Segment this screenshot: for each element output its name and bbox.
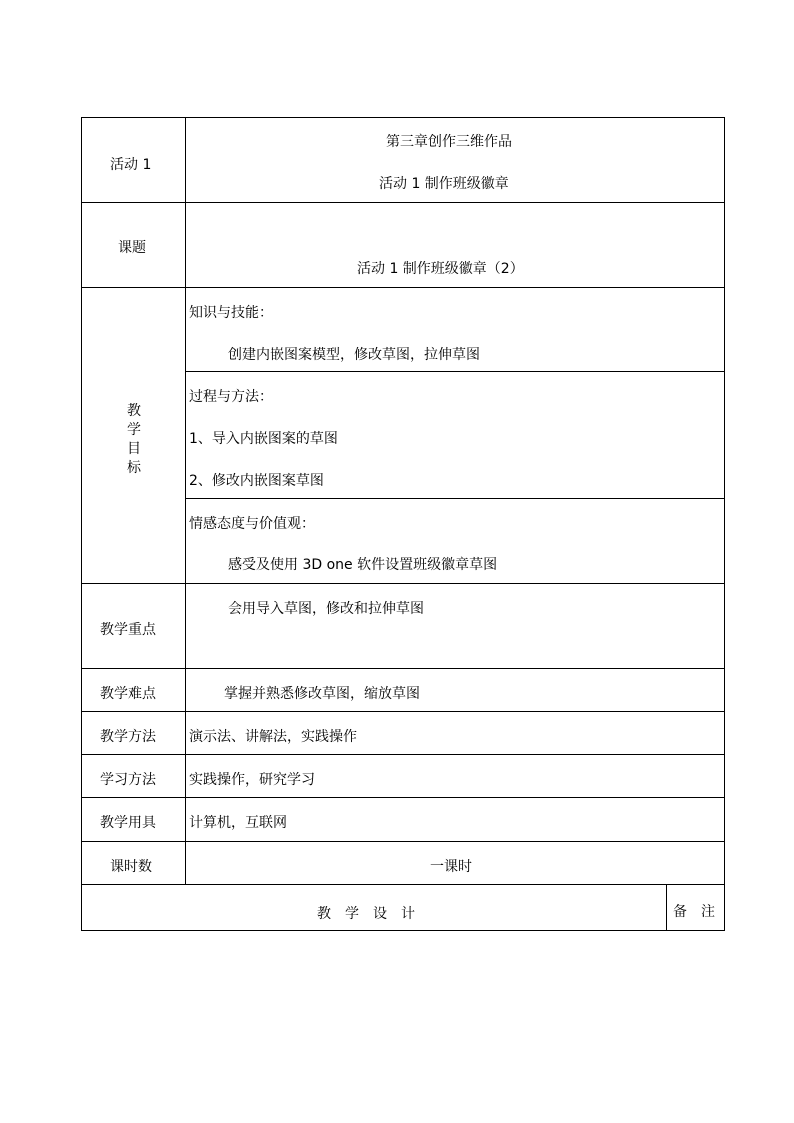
goals-label-char: 学 xyxy=(127,422,141,438)
key-points-label: 教学重点 xyxy=(100,622,156,638)
topic-label: 课题 xyxy=(118,240,146,256)
topic-value: 活动 1 制作班级徽章（2） xyxy=(357,261,524,277)
hours-label: 课时数 xyxy=(110,859,152,875)
activity-title: 活动 1 制作班级徽章 xyxy=(379,176,509,192)
design-label: 教 学 设 计 xyxy=(317,906,415,922)
border-left xyxy=(81,117,82,931)
label-divider xyxy=(185,117,186,885)
process-item-1: 1、导入内嵌图案的草图 xyxy=(189,431,338,447)
tools-label: 教学用具 xyxy=(100,815,156,831)
difficulties-value: 掌握并熟悉修改草图，缩放草图 xyxy=(224,686,420,702)
activity-label: 活动 1 xyxy=(110,157,152,173)
learning-method-label: 学习方法 xyxy=(100,772,156,788)
row-divider xyxy=(81,841,725,842)
goals-label-char: 教 xyxy=(127,403,141,419)
note-divider xyxy=(666,884,667,931)
goals-label-char: 标 xyxy=(127,460,141,476)
emotion-title: 情感态度与价值观： xyxy=(189,516,315,532)
row-divider xyxy=(81,287,725,288)
difficulties-label: 教学难点 xyxy=(100,686,156,702)
teaching-method-label: 教学方法 xyxy=(100,729,156,745)
border-right xyxy=(724,117,725,931)
knowledge-title: 知识与技能： xyxy=(189,305,273,321)
border-top xyxy=(81,117,725,118)
row-divider xyxy=(81,583,725,584)
note-label: 备 注 xyxy=(673,904,715,920)
learning-method-value: 实践操作，研究学习 xyxy=(189,772,315,788)
row-divider xyxy=(81,711,725,712)
row-divider xyxy=(81,797,725,798)
process-title: 过程与方法： xyxy=(189,389,273,405)
tools-value: 计算机，互联网 xyxy=(189,815,287,831)
goal-subdivider xyxy=(185,498,725,499)
process-item-2: 2、修改内嵌图案草图 xyxy=(189,473,324,489)
row-divider xyxy=(81,668,725,669)
row-divider xyxy=(81,754,725,755)
emotion-line: 感受及使用 3D one 软件设置班级徽章草图 xyxy=(228,557,498,573)
border-bottom xyxy=(81,930,725,931)
row-divider xyxy=(81,884,725,885)
chapter-title: 第三章创作三维作品 xyxy=(386,134,512,150)
key-points-value: 会用导入草图，修改和拉伸草图 xyxy=(228,601,424,617)
hours-value: 一课时 xyxy=(430,859,472,875)
goals-label-char: 目 xyxy=(127,441,141,457)
goals-label xyxy=(126,402,142,478)
teaching-method-value: 演示法、讲解法，实践操作 xyxy=(189,729,357,745)
knowledge-line: 创建内嵌图案模型，修改草图，拉伸草图 xyxy=(228,347,480,363)
goal-subdivider xyxy=(185,371,725,372)
row-divider xyxy=(81,202,725,203)
